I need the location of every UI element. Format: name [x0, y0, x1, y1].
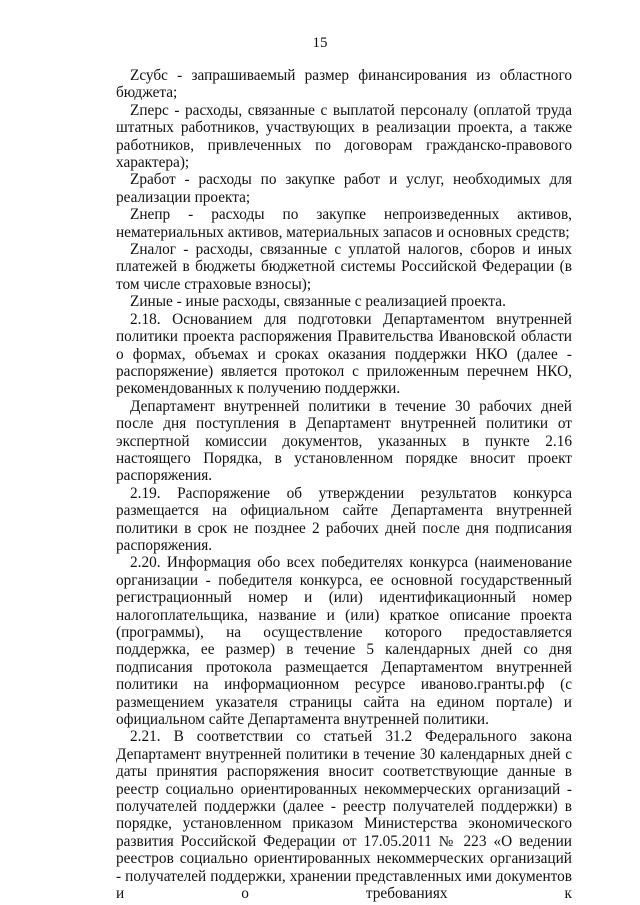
paragraph-z-rabot: Zработ - расходы по закупке работ и услуг, необходимых для реализации проекта;: [116, 171, 572, 206]
paragraph-z-subs: Zсубс - запрашиваемый размер финансирования из областного бюджета;: [116, 67, 572, 102]
paragraph-2-18: 2.18. Основанием для подготовки Департаментом внутренней политики проекта распоряжения Правительства Ивановской области о формах, объемах и сроках оказания поддержки НКО (далее - распоряжение) является протокол с приложенным перечнем НКО, рекомендованных к получению поддержки.: [116, 310, 572, 398]
document-body: [116, 67, 572, 903]
paragraph-z-nalog: Zналог - расходы, связанные с уплатой налогов, сборов и иных платежей в бюджеты бюджетной системы Российской Федерации (в том числе страховые взносы);: [116, 241, 572, 293]
paragraph-z-pers: Zперс - расходы, связанные с выплатой персоналу (оплатой труда штатных работников, участвующих в реализации проекта, а также работников, привлеченных по договорам гражданско-правового характера);: [116, 101, 572, 172]
paragraph-2-19: 2.19. Распоряжение об утверждении результатов конкурса размещается на официальном сайте Департамента внутренней политики в срок не позднее 2 рабочих дней после дня подписания распоряжения.: [116, 484, 572, 554]
paragraph-2-20: 2.20. Информация обо всех победителях конкурса (наименование организации - победителя конкурса, ее основной государственный регистрационный номер и (или) идентификационный номер налогоплательщика, название и (или) краткое описание проекта (программы), на осуществление которого предоставляется поддержка, ее размер) в течение 5 календарных дней со дня подписания протокола размещается Департаментом внутренней политики на информационном ресурсе иваново.гранты.рф (с размещением указателя страницы сайта на едином портале) и официальном сайте Департамента внутренней политики.: [116, 554, 572, 729]
paragraph-z-nepr: Zнепр - расходы по закупке непроизведенных активов, нематериальных активов, материальных запасов и основных средств;: [116, 206, 572, 241]
paragraph-2-21: 2.21. В соответствии со статьей 31.2 Федерального закона Департамент внутренней политики в течение 30 календарных дней с даты принятия распоряжения вносит соответствующие данные в реестр социально ориентированных некоммерческих организаций - получателей поддержки (далее - реестр получателей поддержки) в порядке, установленном приказом Министерства экономического развития Российской Федерации от 17.05.2011 № 223 «О ведении реестров социально ориентированных некоммерческих организаций - получателей поддержки, хранении представленных ими документов и о требованиях к: [116, 728, 572, 903]
paragraph-2-18-continued: Департамент внутренней политики в течение 30 рабочих дней после дня поступления в Департамент внутренней политики от экспертной комиссии документов, указанных в пункте 2.16 настоящего Порядка, в установленном порядке вносит проект распоряжения.: [116, 397, 572, 485]
paragraph-z-inye: Zиные - иные расходы, связанные с реализацией проекта.: [130, 293, 506, 311]
page-number: 15: [312, 35, 328, 51]
